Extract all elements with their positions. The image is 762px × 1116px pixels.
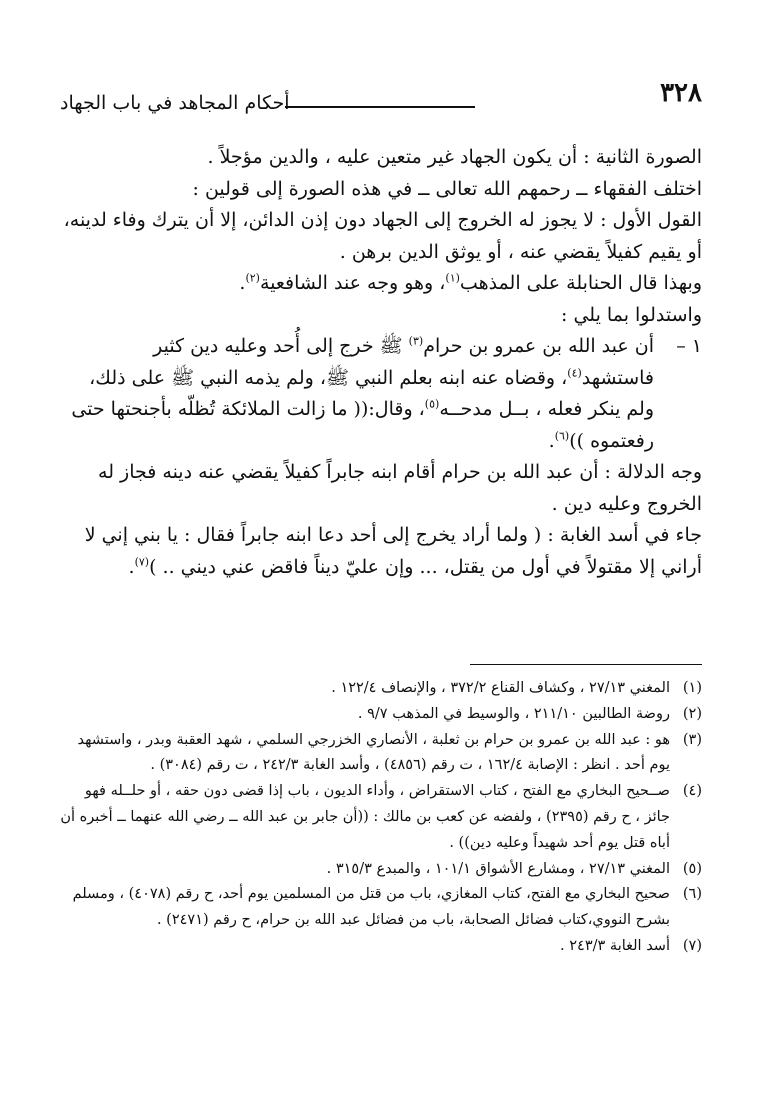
footnote-ref[interactable]: (٧)	[134, 555, 150, 569]
footnote-text: صــحيح البخاري مع الفتح ، كتاب الاستقراض ، وأداء الديون ، باب إذا قضى دون حقه ، أو حلــله فهو جائز ، ح رقم (٢٣٩٥) ، ولفضه عن كعب بن مالك : ((أن جابر بن عبد الله ــ رضي الله عنهما ــ أخبره أن أباه قتل يوم أحد شهيداً وعليه دين)) .	[60, 783, 670, 851]
footnote	[60, 779, 702, 856]
footnote-number: (٤)	[682, 783, 702, 800]
footnote-ref[interactable]: (٤)	[567, 366, 582, 380]
footnote-number: (٣)	[682, 731, 702, 748]
footnote-ref[interactable]: (٣)	[408, 334, 424, 348]
footnote-ref[interactable]: (٢)	[245, 271, 260, 285]
running-title: أحكام المجاهد في باب الجهاد	[60, 92, 290, 114]
footnote	[60, 882, 702, 934]
paragraph: القول الأول : لا يجوز له الخروج إلى الجهاد دون إذن الدائن، إلا أن يترك وفاء لدينه، أو يقيم كفيلاً يقضي عنه ، أو يوثق الدين برهن .	[63, 209, 702, 263]
footnotes	[60, 676, 702, 960]
footnote-text: المغني ٢٧/١٣ ، ومشارع الأشواق ١٠١/١ ، والمبدع ٣١٥/٣ .	[326, 860, 670, 877]
header-rule	[285, 106, 475, 108]
paragraph: وجه الدلالة : أن عبد الله بن حرام أقام ابنه جابراً كفيلاً يقضي عنه دينه فجاز له الخروج وعليه دين .	[98, 461, 702, 515]
paragraph: اختلف الفقهاء ــ رحمهم الله تعالى ــ في هذه الصورة إلى قولين :	[192, 177, 702, 200]
footnote-number: (٧)	[682, 937, 702, 954]
footnote-number: (٢)	[682, 705, 702, 722]
footnote	[60, 728, 702, 780]
footnote-separator	[470, 664, 702, 665]
footnote-number: (٦)	[682, 886, 702, 903]
page-number: ٣٢٨	[660, 78, 702, 108]
footnote-text: روضة الطالبين ٢١١/١٠ ، والوسيط في المذهب ٩/٧ .	[357, 705, 670, 722]
paragraph: جاء في أسد الغابة : ( ولما أراد يخرج إلى أحد دعا ابنه جابراً فقال : يا بني إني لا أراني إلا مقتولاً في أول من يقتل، ... وإن عليّ ديناً فاقض عني ديني .. )$^{(٧)}$.	[84, 524, 702, 578]
footnote	[60, 857, 702, 883]
paragraph: وبهذا قال الحنابلة على المذهب$^{(١)}$، وهو وجه عند الشافعية$^{(٢)}$.	[239, 271, 702, 294]
page-header	[60, 78, 702, 118]
footnote-ref[interactable]: (١)	[445, 271, 460, 285]
footnote-ref[interactable]: (٦)	[554, 429, 570, 443]
paragraph: الصورة الثانية : أن يكون الجهاد غير متعين عليه ، والدين مؤجلاً .	[207, 146, 702, 168]
footnote	[60, 934, 702, 960]
footnote	[60, 676, 702, 702]
footnote-text: هو : عبد الله بن عمرو بن حرام بن ثعلبة ، الأنصاري الخزرجي السلمي ، شهد العقبة وبدر ، واستشهد يوم أحد . انظر : الإصابة ١٦٢/٤ ، ت رقم (٤٨٥٦) ، وأسد الغابة ٢٤٢/٣ ، ت رقم (٣٠٨٤) .	[77, 731, 670, 774]
footnote-number: (١)	[682, 680, 702, 696]
main-text	[60, 142, 702, 583]
footnote-ref[interactable]: (٥)	[424, 397, 440, 411]
footnote-text: المغني ٢٧/١٣ ، وكشاف القناع ٣٧٢/٢ ، والإنصاف ١٢٢/٤ .	[331, 680, 670, 696]
footnote-number: (٥)	[682, 860, 702, 877]
numbered-item: ١ – أن عبد الله بن عمرو بن حرام$^{(٣)}$ ﷺ خرج إلى أُحد وعليه دين كثير فاستشهد$^{(٤)}$، وقضاه عنه ابنه بعلم النبي ﷺ، ولم يذمه النبي ﷺ على ذلك، ولم ينكر فعله ، بــل مدحــه$^{(٥)}$، وقال:(( ما زالت الملائكة تُظلّه بأجنحتها حتى رفعتموه ))$^{(٦)}$.	[60, 331, 702, 457]
footnote	[60, 702, 702, 728]
footnote-text: أسد الغابة ٢٤٣/٣ .	[560, 937, 670, 954]
paragraph: واستدلوا بما يلي :	[561, 303, 702, 326]
footnote-text: صحيح البخاري مع الفتح، كتاب المغازي، باب من قتل من المسلمين يوم أحد، ح رقم (٤٠٧٨) ، ومسلم بشرح النووي،كتاب فضائل الصحابة، باب من فضائل عبد الله بن حرام، ح رقم (٢٤٧١) .	[72, 886, 670, 929]
item-number: ١ –	[676, 335, 702, 357]
